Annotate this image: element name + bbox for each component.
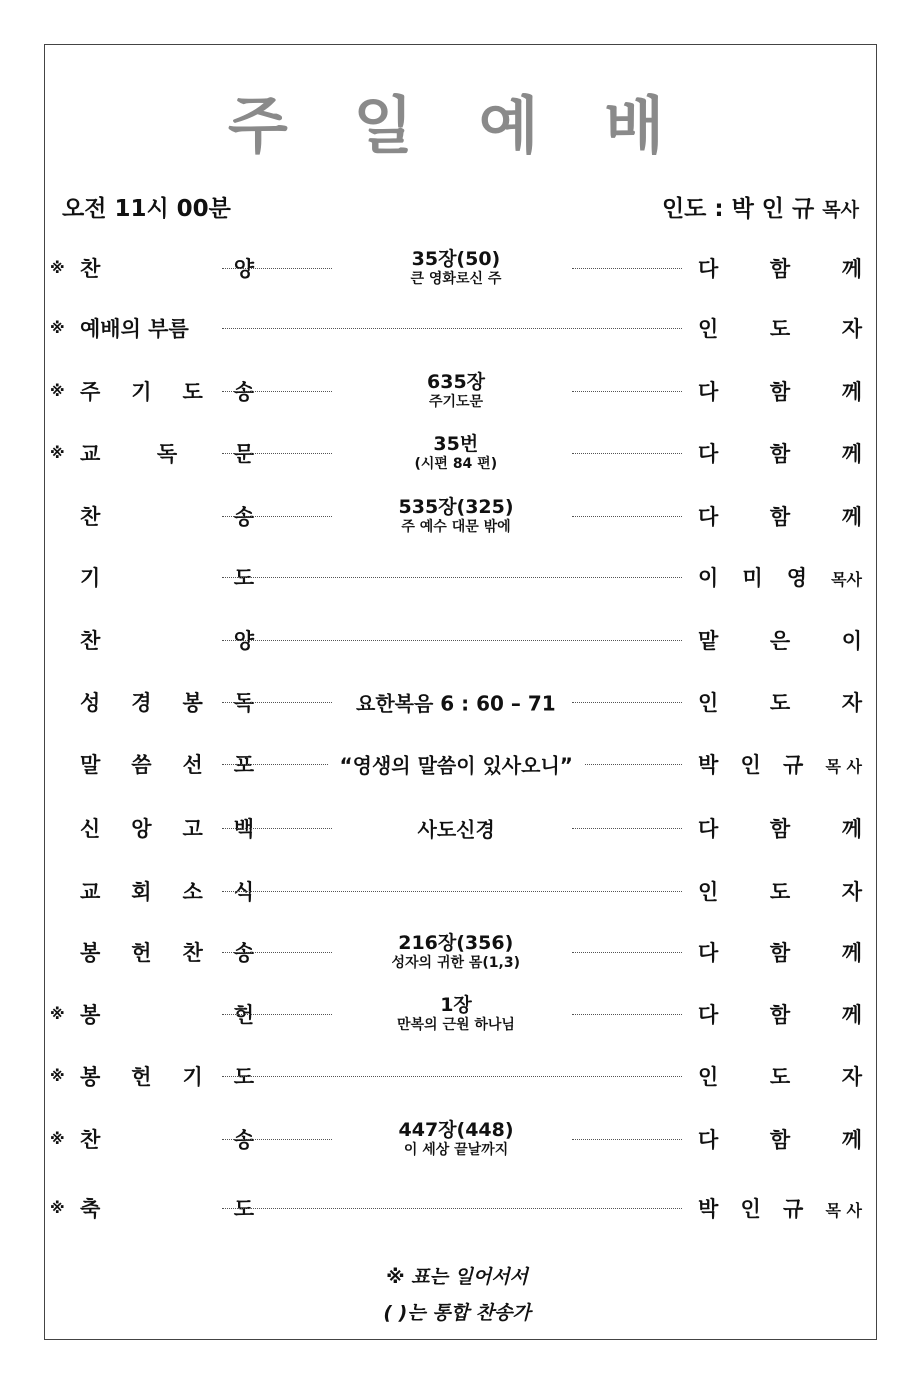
dotted-leader	[222, 268, 332, 269]
leader-title: 목 사	[825, 757, 862, 776]
item-name-char: 봉	[80, 941, 101, 965]
stand-mark: ※	[50, 1130, 65, 1148]
item-main: “영생의 말씀이 있사오니”	[339, 753, 573, 778]
item-sub: 큰 영화로신 주	[410, 271, 502, 287]
leader-char: 함	[769, 1128, 791, 1152]
item-name-char: 고	[182, 817, 203, 841]
item-name-char: 예배의 부름	[80, 317, 189, 341]
item-name-char: 봉	[80, 1003, 101, 1027]
item-leader	[698, 687, 862, 717]
item-leader	[698, 749, 862, 779]
item-name-char: 헌	[233, 1003, 254, 1027]
footnote-stand: ※ 표는 일어서서	[386, 1266, 528, 1288]
service-time: 오전 11시 00분	[62, 196, 231, 222]
leader-char: 함	[769, 1003, 791, 1027]
leader-char: 도	[769, 691, 791, 715]
item-name-char: 송	[233, 1128, 254, 1152]
item-main: 35번	[433, 433, 479, 455]
dotted-leader	[222, 391, 332, 392]
leader-char: 인	[740, 753, 761, 777]
item-content	[418, 814, 495, 843]
leader-char: 은	[769, 629, 791, 653]
item-leader	[698, 438, 862, 468]
item-name-char: 송	[233, 941, 254, 965]
leader-char: 함	[769, 380, 791, 404]
item-main: 1장	[440, 994, 472, 1016]
item-content	[399, 1119, 514, 1159]
item-main: 216장(356)	[398, 932, 514, 954]
dotted-leader	[222, 328, 682, 329]
dotted-leader	[572, 952, 682, 953]
item-name-char: 찬	[80, 257, 101, 281]
footnote-hymn: ( )는 통합 찬송가	[383, 1302, 531, 1324]
leader-char: 맡	[698, 629, 719, 653]
leader-char: 함	[769, 941, 791, 965]
order-item	[50, 363, 862, 419]
dotted-leader	[572, 1014, 682, 1015]
leader-char: 함	[769, 257, 791, 281]
item-leader	[698, 501, 862, 531]
item-name-char: 송	[233, 505, 254, 529]
leader-char: 인	[698, 691, 719, 715]
order-item	[50, 1180, 862, 1236]
item-name-char: 도	[233, 1197, 254, 1221]
item-name-char: 교	[80, 442, 101, 466]
dotted-leader	[222, 1139, 332, 1140]
item-name-char: 성	[80, 691, 101, 715]
leader-char: 함	[769, 442, 791, 466]
leader-char: 규	[783, 753, 804, 777]
leader-char: 께	[841, 380, 862, 404]
order-item	[50, 425, 862, 481]
item-name-char: 송	[233, 380, 254, 404]
dotted-leader	[222, 516, 332, 517]
item-content-wrap	[392, 932, 521, 972]
item-main: 447장(448)	[398, 1119, 514, 1141]
leader-title: 목사	[831, 570, 862, 589]
item-name-char: 봉	[182, 691, 203, 715]
item-name-char: 봉	[80, 1065, 101, 1089]
item-name-char: 백	[233, 817, 254, 841]
item-name-char: 앙	[131, 817, 152, 841]
item-leader	[698, 937, 862, 967]
leader-char: 다	[698, 442, 719, 466]
item-content-wrap	[418, 814, 495, 843]
dotted-leader	[222, 1014, 332, 1015]
item-name-char: 헌	[131, 1065, 152, 1089]
item-sub: 이 세상 끝날까지	[403, 1142, 509, 1158]
item-name-char: 교	[80, 880, 101, 904]
item-leader	[698, 1124, 862, 1154]
item-leader	[698, 1061, 862, 1091]
item-name-char: 경	[131, 691, 152, 715]
item-sub: 만복의 근원 하나님	[397, 1017, 515, 1033]
item-name-char: 찬	[80, 629, 101, 653]
leader-char: 함	[769, 817, 791, 841]
service-leader-title: 목사	[822, 199, 859, 221]
leader-char: 께	[841, 817, 862, 841]
item-leader	[698, 253, 862, 283]
leader-char: 다	[698, 1003, 719, 1027]
leader-char: 자	[841, 880, 862, 904]
item-content	[427, 371, 485, 411]
leader-char: 께	[841, 1003, 862, 1027]
leader-char: 다	[698, 380, 719, 404]
item-content	[411, 248, 502, 288]
leader-char: 규	[783, 1197, 804, 1221]
dotted-leader	[572, 453, 682, 454]
item-content-wrap	[356, 688, 556, 717]
item-main: 요한복음 6 : 60 – 71	[356, 691, 556, 716]
leader-char: 박	[698, 753, 719, 777]
stand-mark: ※	[50, 259, 65, 277]
item-content-wrap	[399, 1119, 514, 1159]
leader-char: 께	[841, 257, 862, 281]
order-item	[50, 300, 862, 356]
dotted-leader	[222, 828, 332, 829]
leader-char: 다	[698, 257, 719, 281]
leader-char: 인	[698, 317, 719, 341]
item-content	[399, 496, 514, 536]
dotted-leader	[222, 577, 682, 578]
item-name-char: 말	[80, 753, 101, 777]
order-item	[50, 986, 862, 1042]
leader-char: 다	[698, 941, 719, 965]
leader-char: 도	[769, 317, 791, 341]
order-item	[50, 1048, 862, 1104]
order-item	[50, 549, 862, 605]
service-leader-name: 인도 : 박 인 규	[661, 196, 815, 222]
item-leader	[698, 1193, 862, 1223]
item-name-char: 도	[233, 1065, 254, 1089]
item-content-wrap	[399, 496, 514, 536]
item-name-char: 기	[80, 566, 101, 590]
item-name-char: 소	[182, 880, 203, 904]
item-main: 535장(325)	[398, 496, 514, 518]
item-name-char: 기	[182, 1065, 203, 1089]
item-name-char: 회	[131, 880, 152, 904]
leader-char: 영	[786, 566, 808, 590]
item-leader	[698, 562, 862, 592]
order-item	[50, 674, 862, 730]
leader-char: 자	[841, 317, 862, 341]
item-name-char: 양	[233, 257, 254, 281]
leader-char: 자	[841, 691, 862, 715]
item-main: 635장	[427, 371, 486, 393]
item-name-char: 기	[131, 380, 152, 404]
leader-char: 다	[698, 817, 719, 841]
dotted-leader	[222, 764, 328, 765]
leader-char: 께	[841, 1128, 862, 1152]
leader-char: 인	[740, 1197, 761, 1221]
leader-char: 이	[698, 566, 719, 590]
item-sub: 성자의 귀한 몸(1,3)	[391, 955, 520, 971]
leader-char: 박	[698, 1197, 719, 1221]
item-name-char: 신	[80, 817, 101, 841]
leader-char: 도	[769, 880, 791, 904]
order-item	[50, 800, 862, 856]
item-sub: 주 예수 대문 밖에	[401, 519, 511, 535]
item-content	[392, 932, 521, 972]
item-content-wrap	[397, 994, 515, 1034]
dotted-leader	[222, 453, 332, 454]
order-item	[50, 240, 862, 296]
leader-char: 인	[698, 880, 719, 904]
leader-char: 자	[841, 1065, 862, 1089]
dotted-leader	[572, 268, 682, 269]
item-sub: (시편 84 편)	[414, 456, 498, 472]
dotted-leader	[572, 391, 682, 392]
stand-mark: ※	[50, 1199, 65, 1217]
item-name-char: 찬	[80, 505, 101, 529]
item-name-char: 독	[233, 691, 254, 715]
leader-char: 인	[698, 1065, 719, 1089]
leader-char: 이	[841, 629, 862, 653]
dotted-leader	[222, 1208, 682, 1209]
item-name-char: 도	[182, 380, 203, 404]
item-name-char: 선	[182, 753, 203, 777]
item-content-wrap	[415, 433, 498, 473]
item-name-char: 씀	[131, 753, 152, 777]
item-content	[340, 750, 573, 779]
item-leader	[698, 876, 862, 906]
order-item	[50, 924, 862, 980]
item-name-char: 찬	[182, 941, 203, 965]
item-name-char: 주	[80, 380, 101, 404]
item-name-char: 포	[233, 753, 254, 777]
item-content-wrap	[411, 248, 502, 288]
item-leader	[698, 376, 862, 406]
service-leader	[662, 190, 859, 223]
dotted-leader	[585, 764, 683, 765]
stand-mark: ※	[50, 319, 65, 337]
item-content	[397, 994, 515, 1034]
item-leader	[698, 625, 862, 655]
item-content	[415, 433, 498, 473]
item-name-char: 독	[156, 442, 178, 466]
item-name-char: 찬	[80, 1128, 101, 1152]
dotted-leader	[222, 891, 682, 892]
item-name-char: 헌	[131, 941, 152, 965]
item-sub: 주기도문	[428, 394, 484, 410]
leader-char: 께	[841, 941, 862, 965]
order-item	[50, 612, 862, 668]
order-item	[50, 488, 862, 544]
leader-char: 께	[841, 442, 862, 466]
leader-char: 미	[742, 566, 763, 590]
leader-char: 다	[698, 505, 719, 529]
dotted-leader	[222, 702, 332, 703]
item-content-wrap	[427, 371, 485, 411]
stand-mark: ※	[50, 444, 65, 462]
order-item	[50, 736, 862, 792]
dotted-leader	[222, 1076, 682, 1077]
dotted-leader	[572, 702, 682, 703]
order-item	[50, 863, 862, 919]
leader-char: 께	[841, 505, 862, 529]
page-title: 주 일 예 배	[227, 89, 687, 162]
leader-char: 다	[698, 1128, 719, 1152]
leader-char: 함	[769, 505, 791, 529]
item-leader	[698, 313, 862, 343]
item-main: 사도신경	[417, 817, 495, 842]
item-leader	[698, 999, 862, 1029]
item-name-char: 식	[233, 880, 254, 904]
dotted-leader	[222, 952, 332, 953]
order-item	[50, 1111, 862, 1167]
item-name-char: 축	[80, 1197, 101, 1221]
dotted-leader	[572, 516, 682, 517]
dotted-leader	[572, 828, 682, 829]
dotted-leader	[572, 1139, 682, 1140]
leader-char: 도	[769, 1065, 791, 1089]
stand-mark: ※	[50, 1067, 65, 1085]
item-leader	[698, 813, 862, 843]
item-main: 35장(50)	[411, 248, 501, 270]
item-name-char: 양	[233, 629, 254, 653]
dotted-leader	[222, 640, 682, 641]
item-content	[356, 688, 556, 717]
stand-mark: ※	[50, 1005, 65, 1023]
leader-title: 목 사	[825, 1201, 862, 1220]
item-name-char: 도	[233, 566, 254, 590]
stand-mark: ※	[50, 382, 65, 400]
item-name-char: 문	[233, 442, 254, 466]
item-content-wrap	[340, 750, 573, 779]
